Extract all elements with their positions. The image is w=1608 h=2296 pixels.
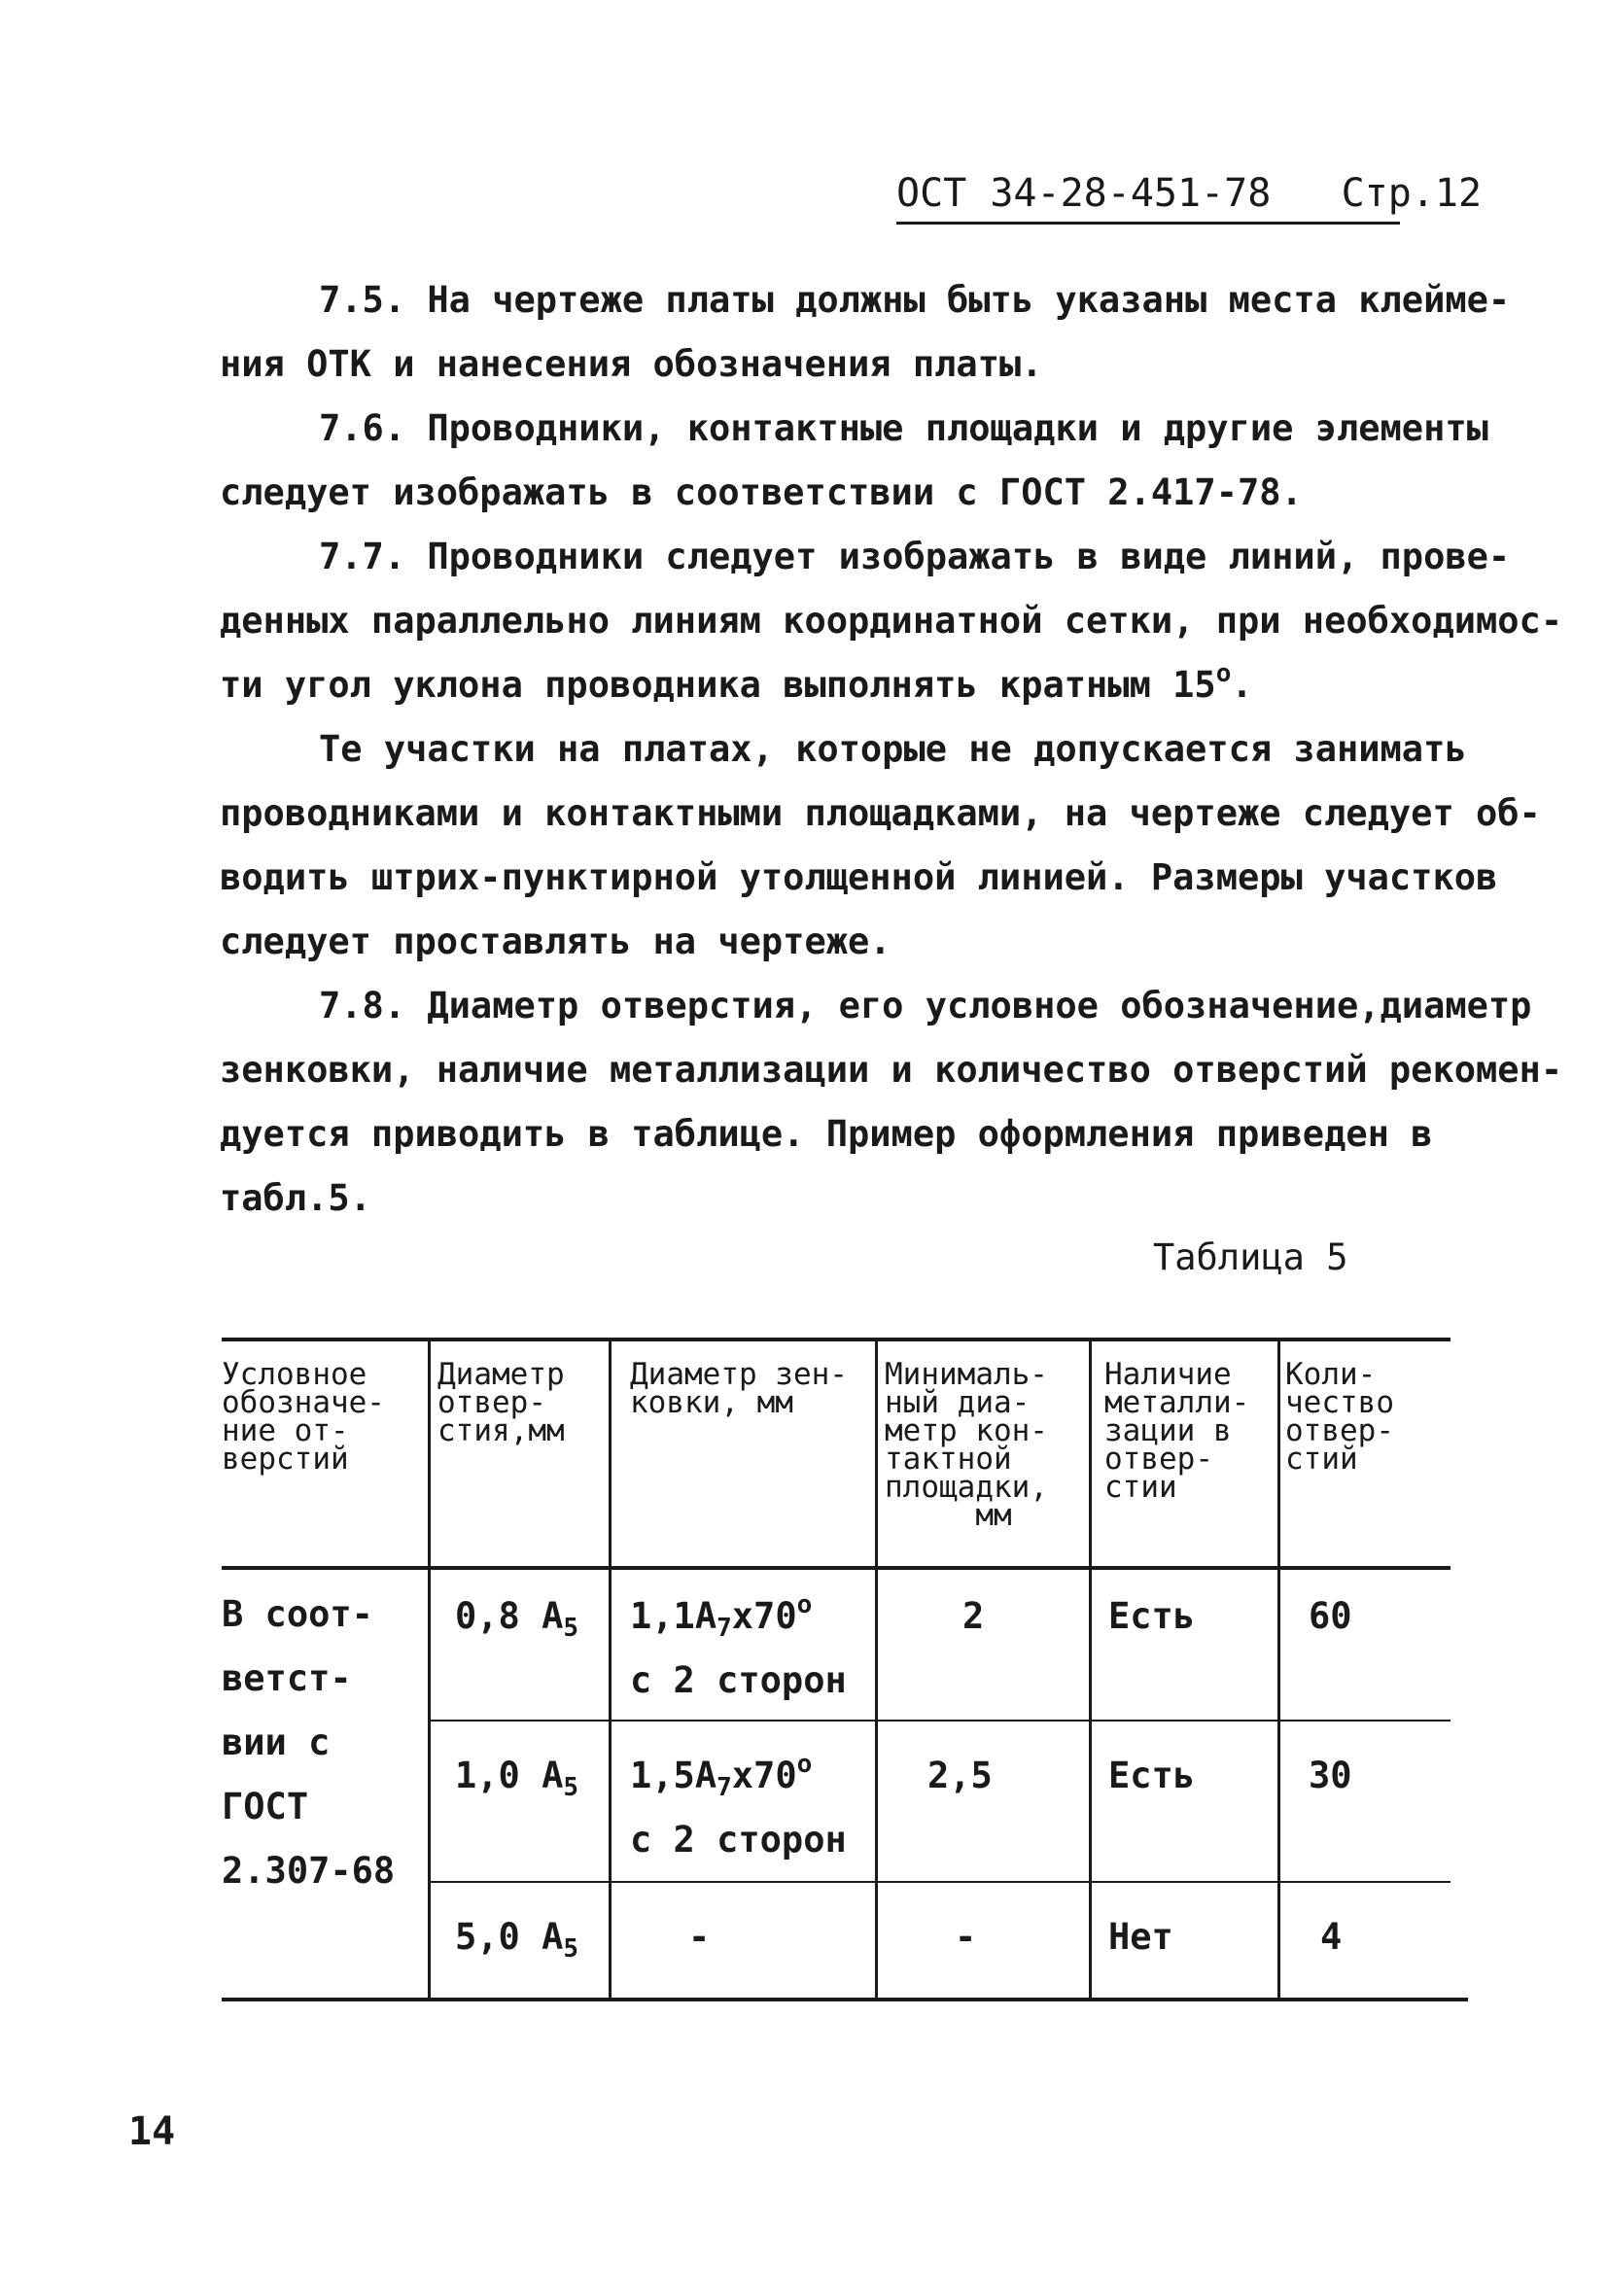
table-cell-metallization: Есть [1108,1595,1196,1637]
table-bottom-rule [222,1998,1468,2001]
header-cell: Минималь- ный диа- метр кон- тактной площадки, мм [885,1357,1048,1533]
paragraph-7-7-continued [220,717,1541,974]
table-cell-diameter [455,1584,578,1649]
table-cell-pad: 2 [962,1595,985,1637]
table-cell-count: 4 [1320,1916,1343,1958]
holes-table [222,1338,1468,2018]
cell-line: с 2 сторон [630,1819,847,1861]
cell-text: 1,1A [630,1595,717,1637]
cell-text: 5,0 A [455,1916,564,1958]
text-line: ния ОТК и нанесения обозначения платы. [220,343,1043,385]
paragraph-7-7 [220,525,1563,717]
table-caption: Таблица 5 [1153,1236,1348,1278]
group-label-cell [222,1583,395,1903]
text-fragment: ти угол уклона проводника выполнять кратным 15 [220,664,1216,706]
table-cell-countersink: - [688,1916,711,1958]
text-line: дуется приводить в таблице. Пример оформления приведен в [220,1113,1433,1155]
header-underline [896,222,1400,225]
table-cell-pad: - [955,1916,977,1958]
row-divider [428,1881,1451,1883]
table-cell-count: 60 [1309,1595,1352,1637]
table-cell-diameter [455,1905,578,1969]
table-cell-count: 30 [1309,1755,1352,1796]
header-cell: Диаметр отвер- стия,мм [437,1357,565,1448]
text-line: денных параллельно линиям координатной сетки, при необходимос- [220,600,1563,642]
header-cell: Диаметр зен- ковки, мм [630,1357,848,1420]
text-line: зенковки, наличие металлизации и количество отверстий рекомен- [220,1049,1563,1091]
table-top-rule [222,1338,1451,1341]
text-line: 2.307-68 [222,1850,396,1892]
degree-mark: о [1215,659,1232,688]
text-line: ГОСТ [222,1786,309,1827]
degree-mark: о [796,1750,813,1779]
cell-line [630,1584,847,1649]
cell-line: с 2 сторон [630,1659,847,1701]
column-divider [1277,1338,1280,2001]
table-cell-metallization: Есть [1108,1755,1196,1796]
text-line: 7.7. Проводники следует изображать в виде линий, прове- [319,536,1511,577]
doc-code: ОСТ 34-28-451-78 [896,171,1272,216]
subscript: 7 [717,1773,732,1802]
header-cell: Наличие металли- зации в отвер- стии [1104,1357,1250,1505]
table-cell-pad: 2,5 [927,1755,993,1796]
table-cell-countersink [630,1584,847,1713]
table-cell-countersink [630,1744,847,1872]
degree-mark: о [796,1590,813,1619]
column-divider [875,1338,878,2001]
column-divider [609,1338,612,2001]
document-header [896,171,1482,216]
text-fragment: . [1231,664,1253,706]
text-line: проводниками и контактными площадками, на чертеже следует об- [220,792,1541,834]
table-cell-metallization: Нет [1108,1916,1173,1958]
paragraph-7-8 [220,974,1563,1231]
subscript: 5 [563,1773,579,1802]
cell-text: x70 [731,1595,797,1637]
text-line: водить штрих-пунктирной утолщенной линией. Размеры участков [220,856,1498,898]
text-line: следует проставлять на чертеже. [220,921,891,962]
text-line: В соот- [222,1593,373,1635]
column-divider [428,1338,431,2001]
table-header-rule [222,1566,1451,1570]
text-line: 7.6. Проводники, контактные площадки и другие элементы [319,407,1488,449]
header-cell: Коли- чество отвер- стий [1285,1357,1394,1477]
text-line: вии с [222,1722,331,1763]
text-line: следует изображать в соответствии с ГОСТ 2.417-78. [220,471,1303,513]
cell-line [630,1744,847,1808]
column-divider [1089,1338,1092,2001]
text-line: 7.8. Диаметр отверстия, его условное обозначение,диаметр [319,985,1532,1026]
text-line: Те участки на платах, которые не допускается занимать [319,728,1467,770]
cell-text: 0,8 A [455,1595,564,1637]
cell-text: 1,0 A [455,1755,564,1796]
table-cell-diameter [455,1744,578,1808]
text-line: 7.5. На чертеже платы должны быть указаны места клейме- [319,279,1511,321]
row-divider [428,1720,1451,1722]
paragraph-7-5 [220,268,1511,397]
subscript: 7 [717,1614,732,1643]
paragraph-7-6 [220,397,1488,525]
text-line: табл.5. [220,1177,371,1219]
text-line [220,653,1474,717]
text-line: ветст- [222,1657,352,1699]
header-cell: Условное обозначе- ние от- верстий [222,1357,385,1477]
cell-text: 1,5A [630,1755,717,1796]
subscript: 5 [563,1934,579,1964]
cell-text: x70 [731,1755,797,1796]
subscript: 5 [563,1614,579,1643]
page-label: Стр.12 [1341,171,1483,216]
page-number: 14 [128,2109,176,2154]
